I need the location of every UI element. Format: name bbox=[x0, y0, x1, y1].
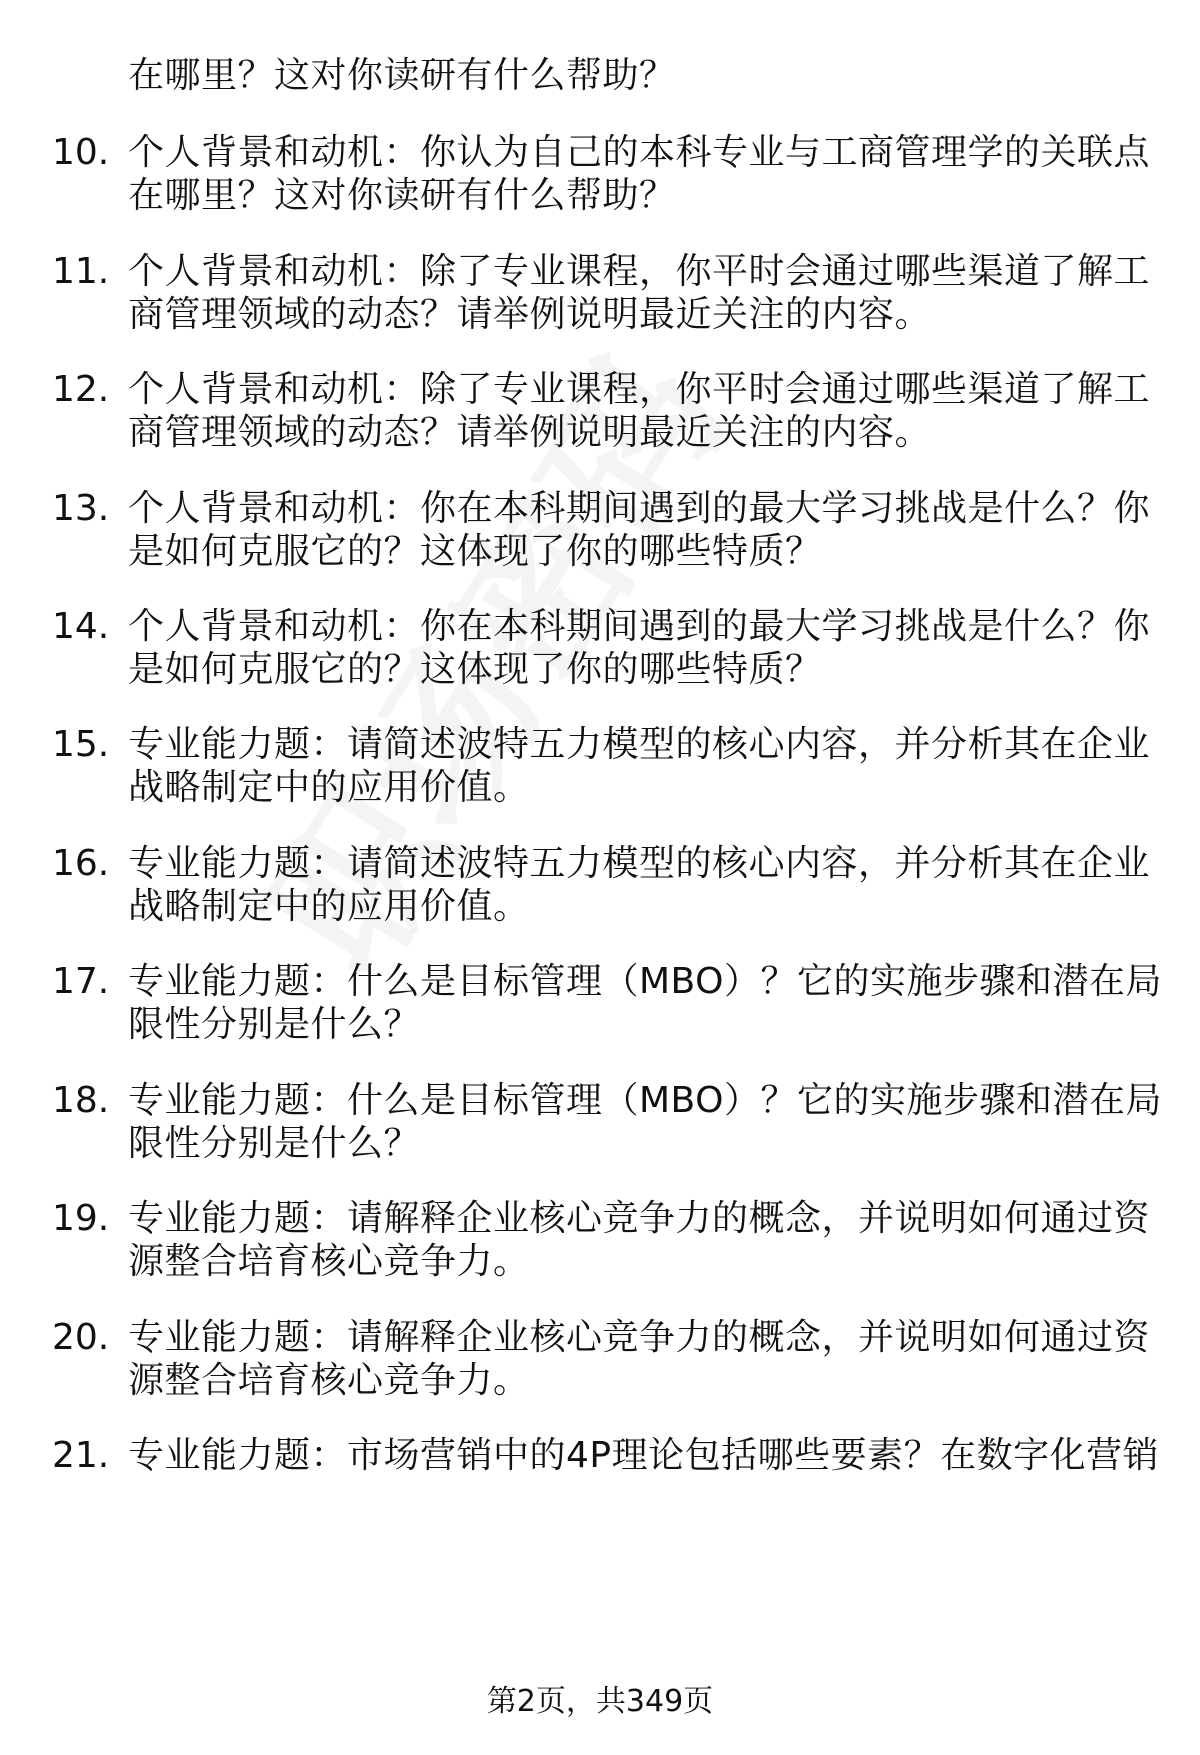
item-text-line: 专业能力题：市场营销中的4P理论包括哪些要素？在数字化营销 bbox=[128, 1435, 1160, 1476]
item-number: 17. bbox=[52, 961, 110, 1002]
intro-line: 在哪里？这对你读研有什么帮助？ bbox=[128, 55, 676, 96]
item-number: 12. bbox=[52, 369, 110, 410]
item-number: 16. bbox=[52, 843, 110, 884]
item-text-line: 战略制定中的应用价值。 bbox=[128, 767, 530, 808]
item-text-line: 专业能力题：请解释企业核心竞争力的概念，并说明如何通过资 bbox=[128, 1317, 1151, 1358]
item-text-line: 是如何克服它的？这体现了你的哪些特质？ bbox=[128, 531, 822, 572]
item-number: 21. bbox=[52, 1435, 110, 1476]
item-text-line: 限性分别是什么？ bbox=[128, 1004, 421, 1045]
item-text-line: 限性分别是什么？ bbox=[128, 1123, 421, 1164]
item-text-line: 个人背景和动机：你在本科期间遇到的最大学习挑战是什么？你 bbox=[128, 488, 1151, 529]
item-number: 13. bbox=[52, 488, 110, 529]
item-text-line: 个人背景和动机：你认为自己的本科专业与工商管理学的关联点 bbox=[128, 132, 1151, 173]
item-text-line: 个人背景和动机：除了专业课程，你平时会通过哪些渠道了解工 bbox=[128, 251, 1151, 292]
item-number: 14. bbox=[52, 606, 110, 647]
item-number: 11. bbox=[52, 251, 110, 292]
item-text-line: 个人背景和动机：你在本科期间遇到的最大学习挑战是什么？你 bbox=[128, 606, 1151, 647]
item-number: 10. bbox=[52, 132, 110, 173]
item-number: 19. bbox=[52, 1198, 110, 1239]
item-text-line: 商管理领域的动态？请举例说明最近关注的内容。 bbox=[128, 412, 932, 453]
item-text-line: 专业能力题：什么是目标管理（MBO）？它的实施步骤和潜在局 bbox=[128, 1080, 1162, 1121]
item-number: 15. bbox=[52, 724, 110, 765]
item-text-line: 源整合培育核心竞争力。 bbox=[128, 1241, 530, 1282]
item-text-line: 源整合培育核心竞争力。 bbox=[128, 1360, 530, 1401]
item-number: 18. bbox=[52, 1080, 110, 1121]
item-text-line: 个人背景和动机：除了专业课程，你平时会通过哪些渠道了解工 bbox=[128, 369, 1151, 410]
item-number: 20. bbox=[52, 1317, 110, 1358]
page-number-footer: 第2页，共349页 bbox=[486, 1684, 714, 1719]
item-text-line: 专业能力题：请解释企业核心竞争力的概念，并说明如何通过资 bbox=[128, 1198, 1151, 1239]
item-text-line: 商管理领域的动态？请举例说明最近关注的内容。 bbox=[128, 294, 932, 335]
item-text-line: 专业能力题：请简述波特五力模型的核心内容，并分析其在企业 bbox=[128, 724, 1151, 765]
item-text-line: 专业能力题：请简述波特五力模型的核心内容，并分析其在企业 bbox=[128, 843, 1151, 884]
item-text-line: 在哪里？这对你读研有什么帮助？ bbox=[128, 175, 676, 216]
item-text-line: 战略制定中的应用价值。 bbox=[128, 886, 530, 927]
item-text-line: 是如何克服它的？这体现了你的哪些特质？ bbox=[128, 649, 822, 690]
item-text-line: 专业能力题：什么是目标管理（MBO）？它的实施步骤和潜在局 bbox=[128, 961, 1162, 1002]
